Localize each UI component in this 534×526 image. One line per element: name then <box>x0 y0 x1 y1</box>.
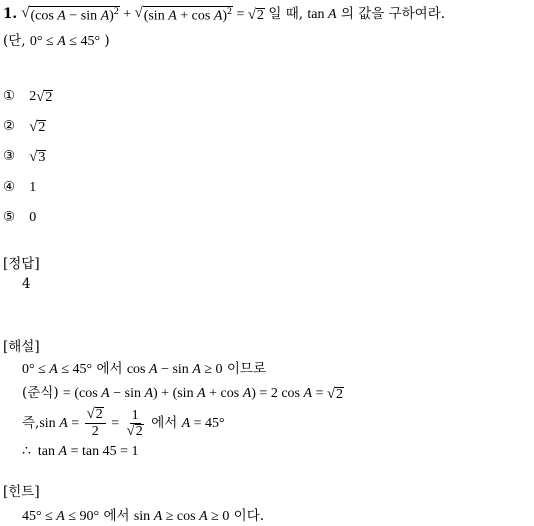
option-marker: ④ <box>3 179 16 195</box>
option-value: √ 2 <box>29 119 46 136</box>
problem-target-expr: tan A <box>307 7 337 22</box>
explanation-line-1: 0° ≤ A ≤ 45° 에서 cos A − sin A ≥ 0 이므로 <box>22 361 266 377</box>
problem-statement <box>3 5 445 24</box>
option-5[interactable] <box>3 208 36 227</box>
explanation-line-4: ∴ tan A = tan 45 = 1 <box>22 444 139 459</box>
option-value: 0 <box>29 210 37 225</box>
option-value: 1 <box>29 180 37 195</box>
problem-number: 1. <box>3 6 18 22</box>
explanation-label: [해설] <box>3 339 40 355</box>
explanation-line-3: 즉,sin A = √ 2 2 = 1 √ 2 에서 A = 45° <box>22 406 225 440</box>
answer-label: [정답] <box>3 256 40 272</box>
problem-text-ask: 의 값을 구하여라. <box>340 6 446 22</box>
option-value: √ 3 <box>29 149 46 166</box>
option-value: 2 √ 2 <box>29 89 53 106</box>
hint-label: [힌트] <box>3 484 40 500</box>
option-marker: ⑤ <box>3 209 16 225</box>
option-1[interactable] <box>3 87 53 106</box>
explanation-line-2: (준식) = (cos A − sin A) + (sin A + cos A) = 2 cos A = √ 2 <box>22 385 344 403</box>
option-2[interactable] <box>3 117 46 136</box>
problem-condition: (단, 0° ≤ A ≤ 45° ) <box>3 33 110 49</box>
option-marker: ③ <box>3 148 16 164</box>
problem-equation: √ (cos A − sin A)$^2$ + √ (sin A + cos A)$^2$ = √ 2 <box>21 4 264 24</box>
option-marker: ① <box>3 88 16 104</box>
option-4[interactable] <box>3 178 36 197</box>
answer-value: 4 <box>22 276 31 292</box>
problem-text-when: 일 때, <box>268 6 304 22</box>
hint-text: 45° ≤ A ≤ 90° 에서 sin A ≥ cos A ≥ 0 이다. <box>22 508 265 524</box>
option-3[interactable] <box>3 147 46 166</box>
option-marker: ② <box>3 118 16 134</box>
